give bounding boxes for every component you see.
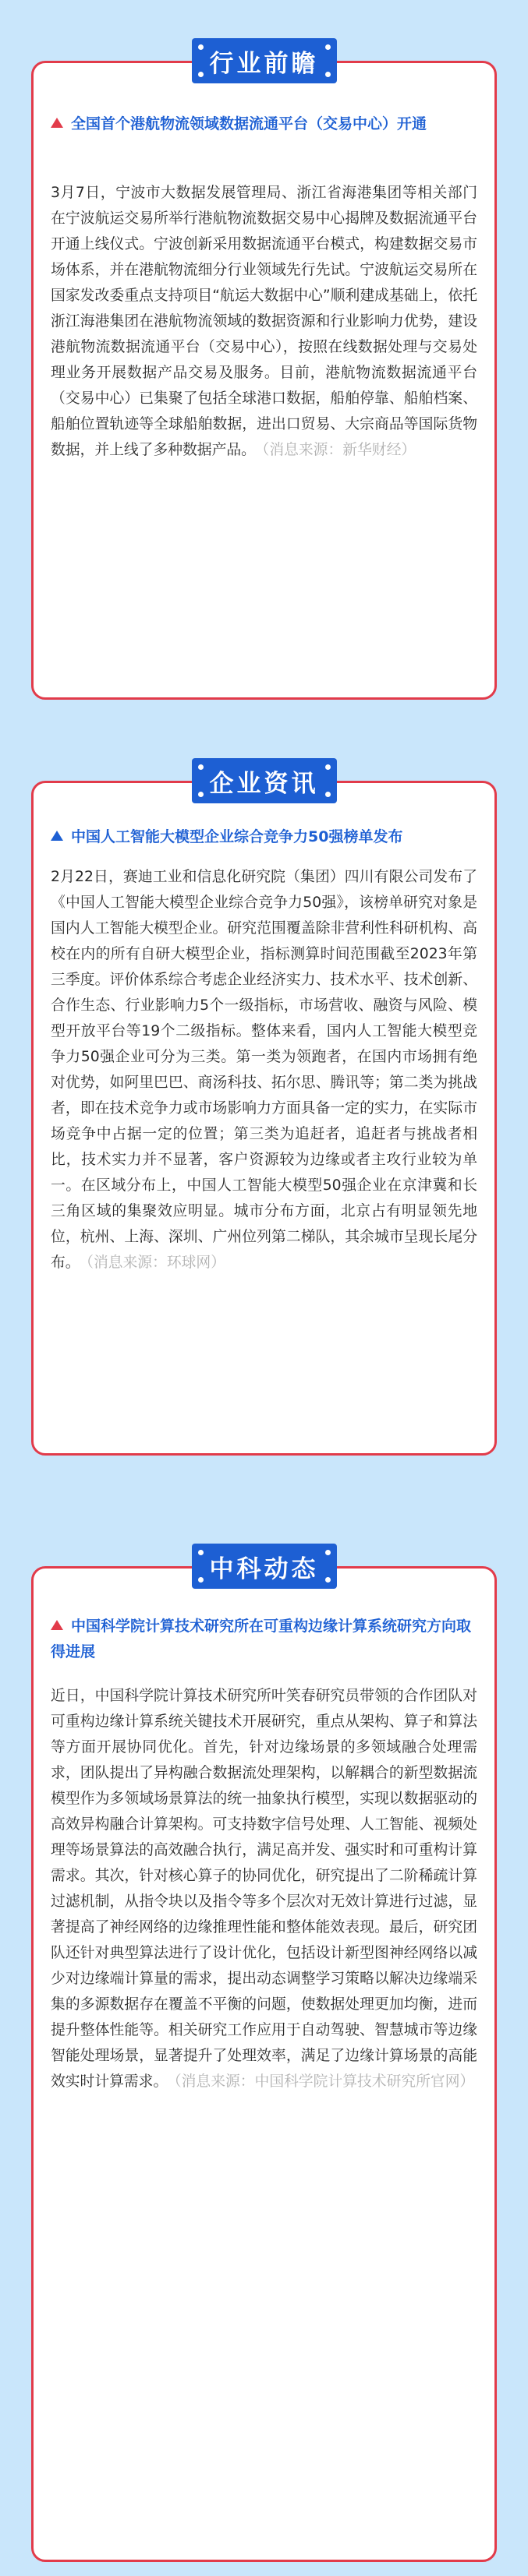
section-header-label: 企业资讯 — [209, 769, 319, 798]
article-title — [51, 1614, 477, 1665]
article-body — [51, 1683, 477, 2094]
cas-dynamics-card — [31, 1554, 497, 2562]
article-source: （消息来源：中国科学院计算技术研究所官网） — [174, 2073, 475, 2090]
red-triangle-icon — [51, 118, 63, 128]
article-body-text: 2月22日，赛迪工业和信息化研究院（集团）四川有限公司发布了《中国人工智能大模型企业综合竞争力50强》，该榜单研究对象是国内人工智能大模型企业。研究范围覆盖除非营利性科研机构、高校在内的所有自研大模型企业，指标测算时间范围截至2023年第三季度。评价体系综合考虑企业经济实力、技术水平、技术创新、合作生态、行业影响力5个一级指标，市场营收、融资与风险、模型开放平台等19个二级指标。整体来看，国内人工智能大模型竞争力50强企业可分为三类。第一类为领跑者，在国内市场拥有绝对优势，如阿里巴巴、商汤科技、拓尔思、腾讯等；第二类为挑战者，即在技术竞争力或市场影响力方面具备一定的实力，在实际市场竞争中占据一定的位置；第三类为追赶者，追赶者与挑战者相比，技术实力并不显著，客户资源较为边缘或者主攻行业较为单一。在区域分布上，中国人工智能大模型50强企业在京津冀和长三角区域的集聚效应明显。城市分布方面，北京占有明显领先地位，杭州、上海、深圳、广州位列第二梯队，其余城市呈现长尾分布。 — [51, 869, 477, 1271]
article-body — [51, 864, 477, 1276]
industry-outlook-card — [31, 49, 497, 700]
section-header — [192, 1544, 337, 1589]
section-header-label: 中科动态 — [209, 1554, 319, 1583]
section-header — [192, 38, 337, 83]
article-title — [51, 824, 477, 850]
section-header-label: 行业前瞻 — [209, 49, 319, 78]
article-body — [51, 180, 477, 463]
article-source: （消息来源：新华财经） — [261, 442, 416, 458]
article-title-text: 中国人工智能大模型企业综合竞争力50强榜单发布 — [71, 828, 403, 845]
enterprise-news-card — [31, 769, 497, 1456]
article-title-text: 中国科学院计算技术研究所在可重构边缘计算系统研究方向取得进展 — [51, 1618, 472, 1660]
article-body-text: 近日，中国科学院计算技术研究所叶笑春研究员带领的合作团队对可重构边缘计算系统关键技术开展研究，重点从架构、算子和算法等方面开展协同优化。首先，针对边缘场景的多领域融合处理需求，团队提出了异构融合数据流处理架构，以解耦合的新型数据流模型作为多领域场景算法的统一抽象执行模型，实现以数据驱动的高效异构融合计算架构。可支持数字信号处理、人工智能、视频处理等场景算法的高效融合执行，满足高并发、强实时和可重构计算需求。其次，针对核心算子的协同优化，研究提出了二阶稀疏计算过滤机制，从指令块以及指令等多个层次对无效计算进行过滤，显著提高了神经网络的边缘推理性能和整体能效表现。最后，研究团队还针对典型算法进行了设计优化，包括设计新型图神经网络以减少对边缘端计算量的需求，提出动态调整学习策略以解决边缘端采集的多源数据存在覆盖不平衡的问题，使数据处理更加均衡，进而提升整体性能等。相关研究工作应用于自动驾驶、智慧城市等边缘智能处理场景，显著提升了处理效率，满足了边缘计算场景的高能效实时计算需求。 — [51, 1688, 477, 2090]
blue-triangle-icon — [51, 831, 63, 841]
section-header — [192, 758, 337, 803]
article-body-text: 3月7日，宁波市大数据发展管理局、浙江省海港集团等相关部门在宁波航运交易所举行港航物流数据交易中心揭牌及数据流通平台开通上线仪式。宁波创新采用数据流通平台模式，构建数据交易市场体系，并在港航物流细分行业领域先行先试。宁波航运交易所在国家发改委重点支持项目“航运大数据中心”顺利建成基础上，依托浙江海港集团在港航物流领域的数据资源和行业影响力优势，建设港航物流数据流通平台（交易中心），按照在线数据处理与交易处理业务开展数据产品交易及服务。目前，港航物流数据流通平台（交易中心）已集聚了包括全球港口数据，船舶停靠、船舶档案、船舶位置轨迹等全球船舶数据，进出口贸易、大宗商品等国际货物数据，并上线了多种数据产品。 — [51, 185, 477, 458]
article-source: （消息来源：环球网） — [86, 1254, 225, 1271]
article-title — [51, 111, 477, 137]
article-title-text: 全国首个港航物流领域数据流通平台（交易中心）开通 — [71, 115, 427, 132]
red-triangle-icon — [51, 1620, 63, 1630]
